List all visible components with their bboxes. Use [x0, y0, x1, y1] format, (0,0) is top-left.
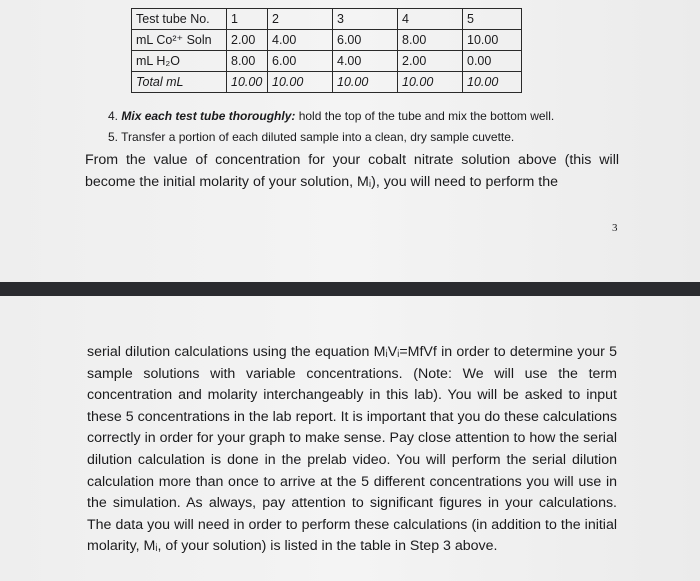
step-number: 5.	[108, 130, 119, 144]
table-cell: 2.00	[398, 51, 463, 72]
step-emphasis: Mix each test tube thoroughly:	[121, 109, 296, 123]
step-number: 4.	[108, 109, 119, 123]
table-cell: 0.00	[463, 51, 522, 72]
table-cell: 4.00	[333, 51, 398, 72]
paragraph-top: From the value of concentration for your cobalt nitrate solution above (this will become the initial molarity of your solution, Mᵢ), you will need to perform the	[85, 152, 619, 190]
step-text: Transfer a portion of each diluted sample into a clean, dry sample cuvette.	[121, 130, 515, 144]
table-cell: 10.00	[463, 30, 522, 51]
page-number: 3	[612, 222, 618, 234]
document-page-bottom	[0, 296, 700, 581]
table-cell: 10.00	[398, 72, 463, 93]
step-5	[108, 129, 554, 145]
paragraph-bottom: serial dilution calculations using the equation MᵢVᵢ=MfVf in order to determine your 5 sample solutions with variable concentrations. (Note: We will use the term concentration and molarity interchangeably in this lab). You will be asked to input these 5 concentrations in the lab report. It is important that you do these calculations correctly in order for your graph to make sense. Pay close attention to how the serial dilution calculation is done in the prelab video. You will perform the serial dilution calculation more than once to arrive at the 5 different concentrations you will use in the simulation. As always, pay attention to significant figures in your calculations. The data you will need in order to perform these calculations (in addition to the initial molarity, Mᵢ, of your solution) is listed in the table in Step 3 above.	[87, 344, 617, 555]
table-header-cell: Test tube No.	[132, 9, 227, 30]
table-row-label: mL Co²⁺ Soln	[132, 30, 227, 51]
table-header-cell: 1	[227, 9, 268, 30]
table-cell: 10.00	[333, 72, 398, 93]
dilution-table	[131, 8, 522, 93]
table-header-cell: 2	[268, 9, 333, 30]
table-row-label: Total mL	[132, 72, 227, 93]
table-cell: 6.00	[333, 30, 398, 51]
table-cell: 2.00	[227, 30, 268, 51]
table-row-total	[132, 72, 522, 93]
table-header-cell: 5	[463, 9, 522, 30]
step-4	[108, 108, 554, 124]
table-cell: 10.00	[268, 72, 333, 93]
table-cell: 6.00	[268, 51, 333, 72]
table-cell: 10.00	[227, 72, 268, 93]
table-row	[132, 51, 522, 72]
table-row	[132, 30, 522, 51]
table-header-cell: 3	[333, 9, 398, 30]
table-cell: 10.00	[463, 72, 522, 93]
table-header-cell: 4	[398, 9, 463, 30]
table-header-row	[132, 9, 522, 30]
table-cell: 4.00	[268, 30, 333, 51]
document-page-top	[0, 0, 700, 282]
table-cell: 8.00	[398, 30, 463, 51]
step-text: hold the top of the tube and mix the bottom well.	[295, 109, 555, 123]
procedure-steps	[108, 108, 554, 150]
page-break	[0, 282, 700, 296]
table-cell: 8.00	[227, 51, 268, 72]
table-row-label: mL H₂O	[132, 51, 227, 72]
